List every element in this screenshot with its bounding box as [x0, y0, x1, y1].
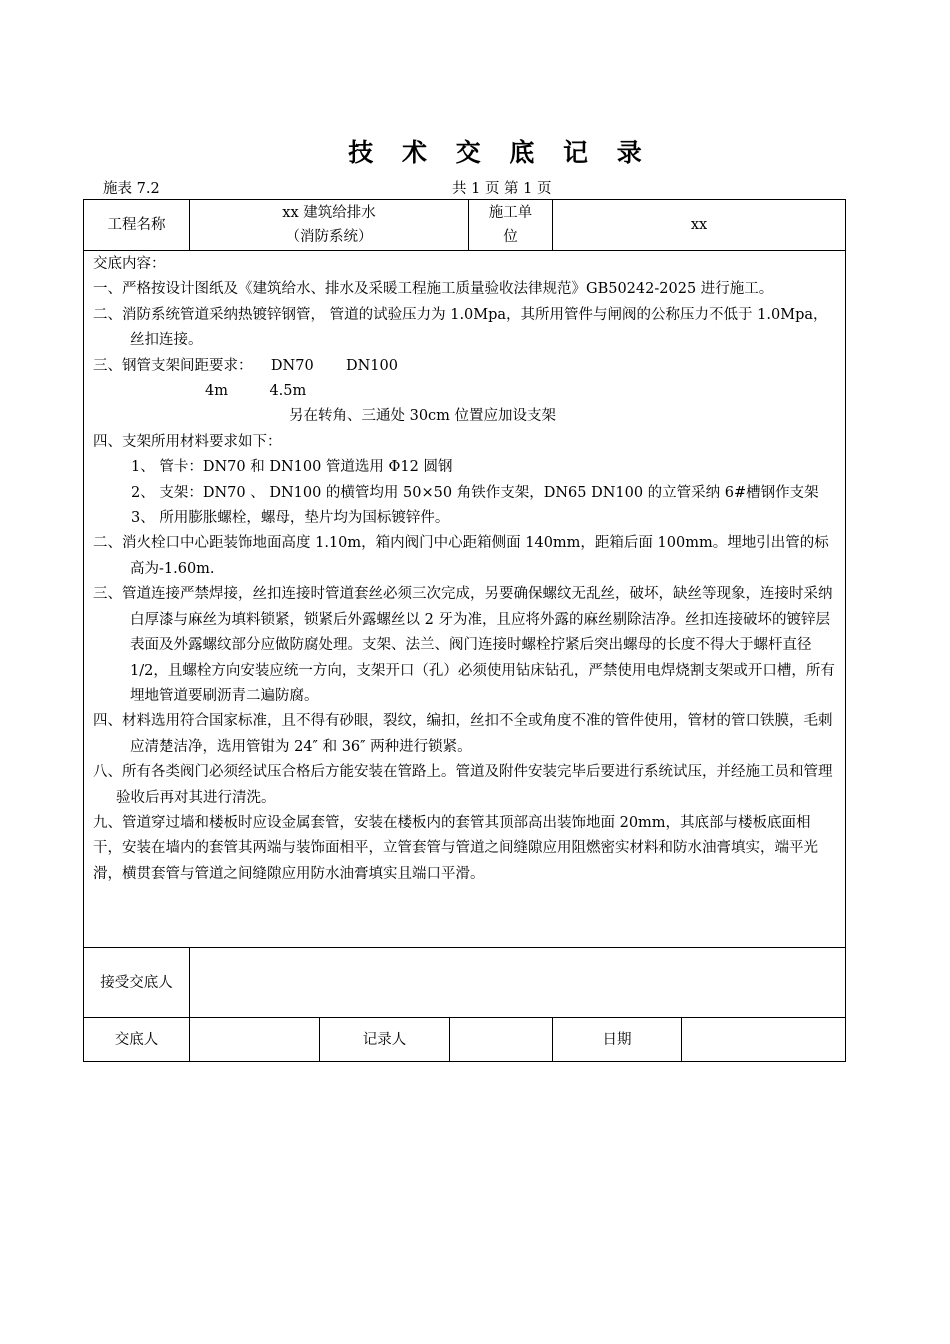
list-item: 二、消防系统管道采纳热镀锌钢管， 管道的试验压力为 1.0Mpa，其所用管件与闸阀的公称压力不低于 1.0Mpa，丝扣连接。	[93, 306, 828, 349]
receiver-signature-field[interactable]	[190, 948, 846, 1018]
list-item: 四、材料选用符合国家标准，且不得有砂眼，裂纹，编扣，丝扣不全或角度不准的管件使用，管材的管口铁膜，毛刺应清楚洁净，选用管钳为 24″ 和 36″ 两种进行锁紧。	[93, 713, 833, 755]
recorder-label: 记录人	[320, 1018, 450, 1062]
construction-unit-label	[469, 200, 553, 251]
project-name-line2: （消防系统）	[285, 229, 373, 245]
receiver-label: 接受交底人	[84, 948, 190, 1018]
date-label: 日期	[553, 1018, 682, 1062]
date-field[interactable]	[682, 1018, 846, 1062]
list-item: 三、管道连接严禁焊接，丝扣连接时管道套丝必须三次完成，另要确保螺纹无乱丝，破坏，缺丝等现象，连接时采纳白厚漆与麻丝为填料锁紧，锁紧后外露螺丝以 2 牙为准，且应将外露的麻丝剔除洁净。丝扣连接破坏的镀锌层表面及外露螺纹部分应做防腐处理。支架、法兰、阀门连接时螺栓拧紧后突出螺母的长度不得大于螺杆直径 1/2，且螺栓方向安装应统一方向，支架开口（孔）必须使用钻床钻孔，严禁使用电焊烧割支架或开口槽，所有埋地管道要刷沥青二遍防腐。	[93, 586, 835, 704]
list-item: 一、严格按设计图纸及《建筑给水、排水及采暖工程施工质量验收法律规范》GB50242-2025 进行施工。	[93, 281, 774, 298]
construction-unit-value: xx	[553, 200, 846, 251]
recorder-signature-field[interactable]	[450, 1018, 553, 1062]
list-item: 九、管道穿过墙和楼板时应设金属套管，安装在楼板内的套管其顶部高出装饰地面 20mm，其底部与楼板底面相干，安装在墙内的套管其两端与装饰面相平，立管套管与管道之间缝隙应用阻燃密实材料和防水油膏填实，端平光滑，横贯套管与管道之间缝隙应用防水油膏填实且端口平滑。	[93, 814, 818, 882]
project-name-value	[190, 200, 469, 251]
sub-list-item: 1、 管卡：DN70 和 DN100 管道选用 Φ12 圆钢	[131, 459, 453, 476]
sub-list-item: 2、 支架：DN70 、 DN100 的横管均用 50×50 角铁作支架，DN65 DN100 的立管采纳 6#槽钢作支架	[131, 484, 819, 501]
content-heading: 交底内容：	[93, 256, 166, 272]
list-item: 二、消火栓口中心距装饰地面高度 1.10m，箱内阀门中心距箱侧面 140mm，距箱后面 100mm。埋地引出管的标高为-1.60m.	[93, 535, 829, 577]
support-spacing-values: 4m 4.5m	[205, 383, 307, 400]
discloser-signature-field[interactable]	[190, 1018, 320, 1062]
form-number: 施表 7.2	[103, 181, 160, 197]
page-info: 共 1 页 第 1 页	[452, 181, 552, 197]
list-item: 三、钢管支架间距要求： DN70 DN100	[93, 357, 398, 374]
list-item: 八、所有各类阀门必须经试压合格后方能安装在管路上。管道及附件安装完毕后要进行系统试压，并经施工员和管理验收后再对其进行清洗。	[93, 764, 833, 806]
list-item: 四、支架所用材料要求如下：	[93, 433, 282, 450]
page-title: 技 术 交 底 记 录	[348, 138, 652, 167]
disclosure-content	[84, 251, 846, 948]
disclosure-table	[83, 199, 846, 1062]
sub-list-item: 3、 所用膨胀螺栓，螺母，垫片均为国标镀锌件。	[131, 510, 450, 527]
project-name-line1: xx 建筑给排水	[282, 205, 376, 221]
project-name-label: 工程名称	[84, 200, 190, 251]
construction-unit-label-line2: 位	[503, 229, 518, 245]
discloser-label: 交底人	[84, 1018, 190, 1062]
construction-unit-label-line1: 施工单	[488, 205, 533, 221]
support-spacing-note: 另在转角、三通处 30cm 位置应加设支架	[289, 408, 557, 425]
